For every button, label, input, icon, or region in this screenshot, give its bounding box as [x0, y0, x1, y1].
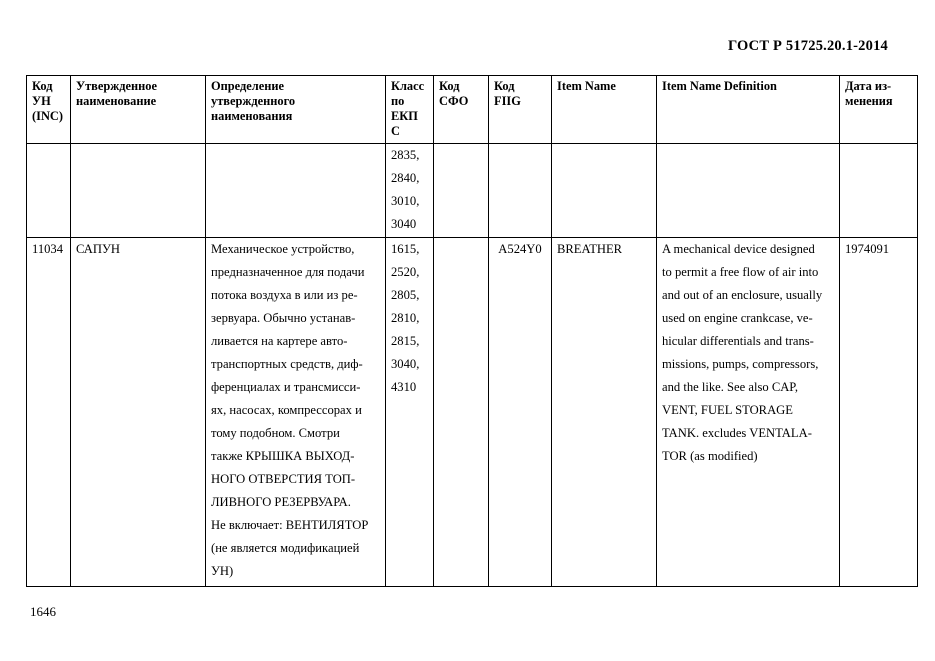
cell-fiig: A524Y0: [489, 238, 552, 587]
cell-approved-name: [71, 144, 206, 238]
inc-table: [26, 75, 918, 587]
text-line: and out of an enclosure, usually: [662, 288, 823, 302]
col-header-item-name: [552, 76, 657, 144]
col-header-class: [386, 76, 434, 144]
text-line: 2840,: [391, 171, 420, 185]
text-line: Не включает: ВЕНТИЛЯТОР: [211, 518, 369, 532]
col-header-sfo: [434, 76, 489, 144]
text-line: зервуара. Обычно устанав-: [211, 311, 356, 325]
cell-sfo: [434, 238, 489, 587]
cell-fiig: [489, 144, 552, 238]
text-line: С: [391, 124, 400, 138]
cell-definition: [206, 144, 386, 238]
text-line: 3040: [391, 217, 417, 231]
col-header-definition: [206, 76, 386, 144]
text-line: Класс: [391, 79, 425, 93]
text-line: and the like. See also CAP,: [662, 380, 799, 394]
text-line: used on engine crankcase, ve-: [662, 311, 813, 325]
text-line: TOR (as modified): [662, 449, 758, 463]
text-line: НОГО ОТВЕРСТИЯ ТОП-: [211, 472, 356, 486]
text-line: наименование: [76, 94, 157, 108]
text-line: также КРЫШКА ВЫХОД-: [211, 449, 355, 463]
text-line: Код: [494, 79, 515, 93]
text-line: по: [391, 94, 405, 108]
text-line: ЛИВНОГО РЕЗЕРВУАРА.: [211, 495, 351, 509]
text-line: 3040,: [391, 357, 420, 371]
cell-item-name-definition: [657, 238, 840, 587]
text-line: (не является модификацией: [211, 541, 360, 555]
text-line: потока воздуха в или из ре-: [211, 288, 358, 302]
text-line: тому подобном. Смотри: [211, 426, 340, 440]
text-line: предназначенное для подачи: [211, 265, 365, 279]
cell-inc: [27, 144, 71, 238]
text-line: менения: [845, 94, 893, 108]
page-number: 1646: [30, 604, 56, 619]
text-line: Утвержденное: [76, 79, 157, 93]
text-line: СФО: [439, 94, 469, 108]
col-header-item-name-definition: [657, 76, 840, 144]
text-line: наименования: [211, 109, 293, 123]
text-line: Item Name: [557, 79, 616, 93]
text-line: hicular differentials and trans-: [662, 334, 814, 348]
text-line: ЕКП: [391, 109, 418, 123]
text-line: TANK. excludes VENTALA-: [662, 426, 812, 440]
cell-change-date: 1974091: [840, 238, 918, 587]
cell-inc: 11034: [27, 238, 71, 587]
text-line: 2805,: [391, 288, 420, 302]
text-line: утвержденного: [211, 94, 296, 108]
text-line: ференциалах и трансмисси-: [211, 380, 361, 394]
text-line: транспортных средств, диф-: [211, 357, 363, 371]
col-header-inc: [27, 76, 71, 144]
text-line: 2810,: [391, 311, 420, 325]
text-line: УН: [32, 94, 51, 108]
text-line: VENT, FUEL STORAGE: [662, 403, 793, 417]
table-row: [27, 238, 918, 587]
cell-sfo: [434, 144, 489, 238]
table-header-row: [27, 76, 918, 144]
text-line: 1615,: [391, 242, 420, 256]
cell-approved-name: САПУН: [71, 238, 206, 587]
text-line: 3010,: [391, 194, 420, 208]
text-line: 4310: [391, 380, 417, 394]
table-row: [27, 144, 918, 238]
text-line: Item Name Definition: [662, 79, 777, 93]
col-header-change-date: [840, 76, 918, 144]
text-line: FIIG: [494, 94, 521, 108]
text-line: 2520,: [391, 265, 420, 279]
text-line: ливается на картере авто-: [211, 334, 348, 348]
text-line: missions, pumps, compressors,: [662, 357, 819, 371]
cell-definition: [206, 238, 386, 587]
cell-class-codes: [386, 238, 434, 587]
col-header-fiig: [489, 76, 552, 144]
text-line: Код: [439, 79, 460, 93]
text-line: Определение: [211, 79, 285, 93]
text-line: Механическое устройство,: [211, 242, 355, 256]
text-line: to permit a free flow of air into: [662, 265, 819, 279]
cell-item-name: BREATHER: [552, 238, 657, 587]
text-line: A mechanical device designed: [662, 242, 815, 256]
col-header-approved-name: [71, 76, 206, 144]
text-line: Дата из-: [845, 79, 892, 93]
text-line: УН): [211, 564, 234, 578]
text-line: Код: [32, 79, 53, 93]
text-line: 2815,: [391, 334, 420, 348]
cell-change-date: [840, 144, 918, 238]
cell-class-codes: [386, 144, 434, 238]
text-line: 2835,: [391, 148, 420, 162]
text-line: (INC): [32, 109, 63, 123]
cell-item-name: [552, 144, 657, 238]
text-line: ях, насосах, компрессорах и: [211, 403, 362, 417]
cell-item-name-definition: [657, 144, 840, 238]
standard-designation: ГОСТ Р 51725.20.1-2014: [727, 38, 888, 54]
